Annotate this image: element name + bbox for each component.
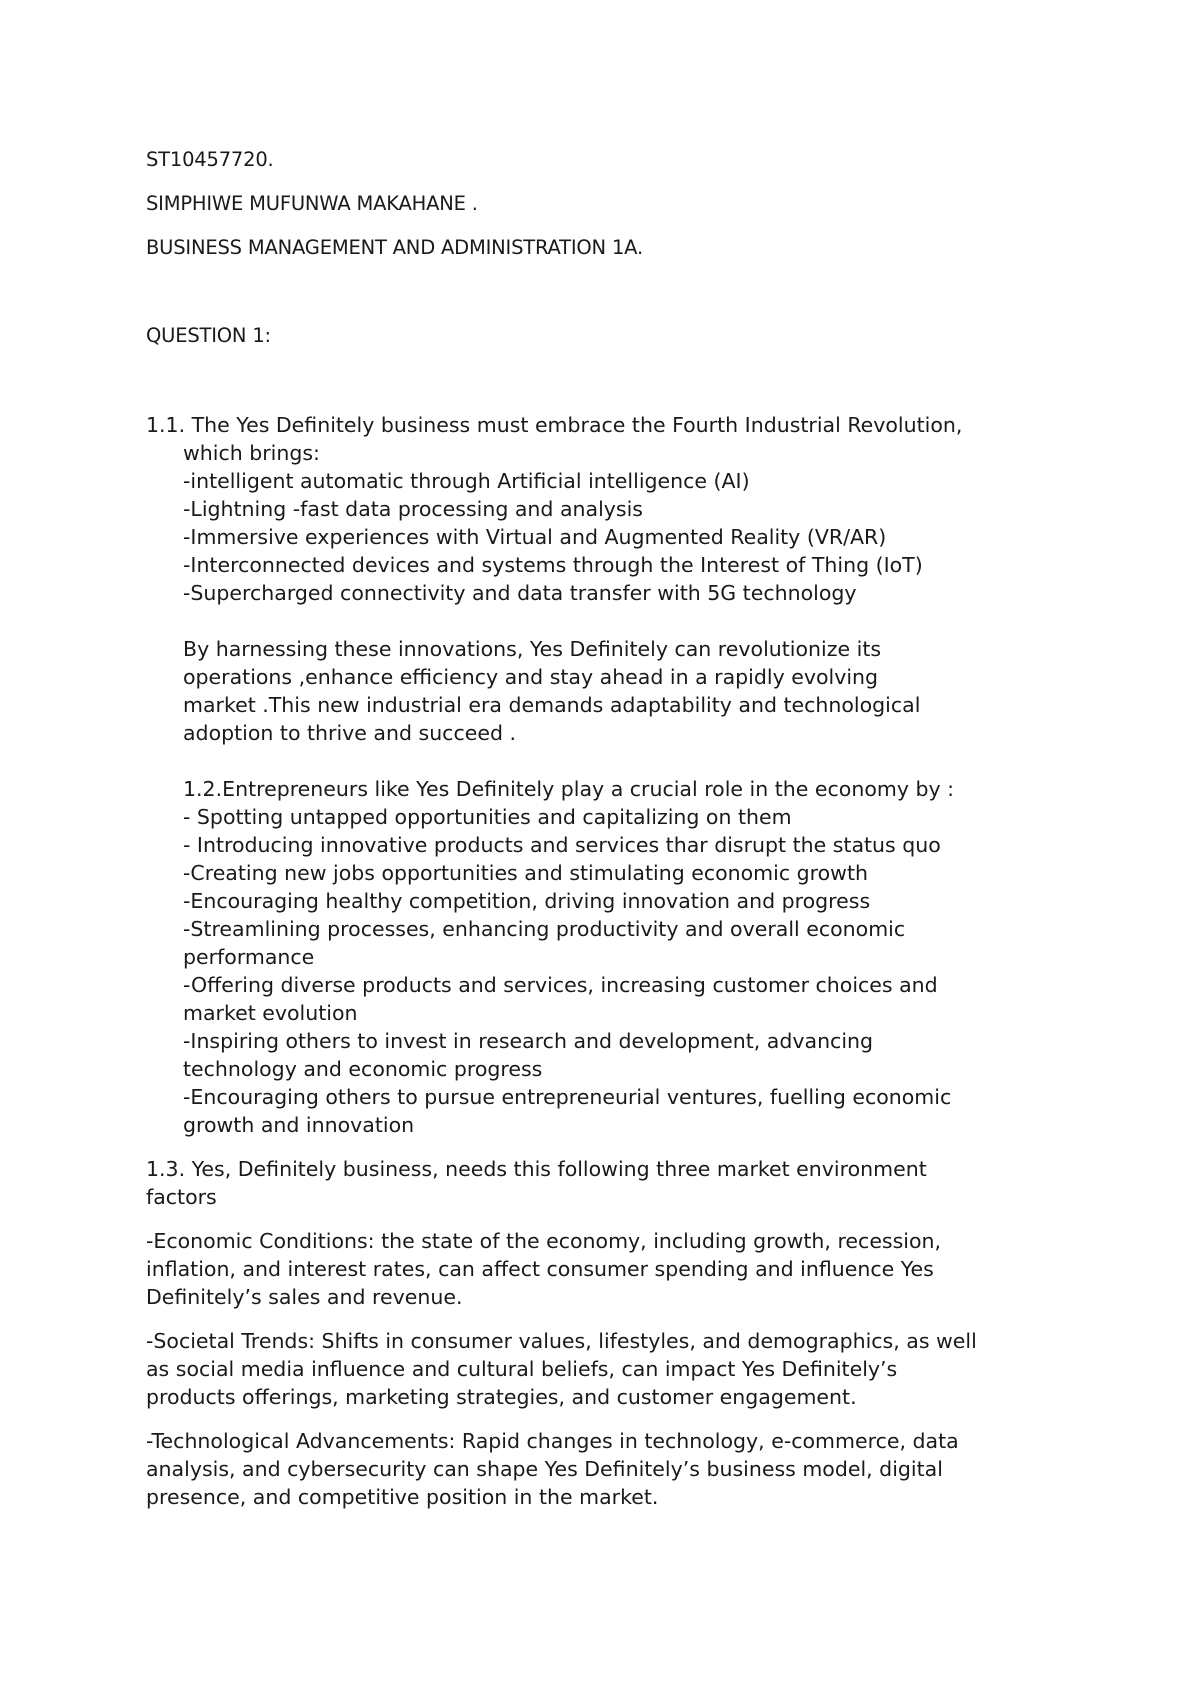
question-heading: QUESTION 1: bbox=[146, 324, 271, 347]
q1-3-societal-line: products offerings, marketing strategies, and customer engagement. bbox=[146, 1385, 857, 1409]
q1-2-line: - Spotting untapped opportunities and capitalizing on them bbox=[183, 805, 792, 829]
q1-2-line: - Introducing innovative products and services thar disrupt the status quo bbox=[183, 833, 941, 857]
q1-3-societal-line: as social media influence and cultural beliefs, can impact Yes Definitely’s bbox=[146, 1357, 898, 1381]
q1-1-intro: 1.1. The Yes Definitely business must embrace the Fourth Industrial Revolution, bbox=[146, 413, 963, 437]
q1-3-economic-line: -Economic Conditions: the state of the economy, including growth, recession, bbox=[146, 1229, 942, 1253]
q1-1-bullet: -Immersive experiences with Virtual and Augmented Reality (VR/AR) bbox=[183, 525, 887, 549]
q1-1-bullet: -Lightning -fast data processing and analysis bbox=[183, 497, 643, 521]
q1-1-bullet: -intelligent automatic through Artificial intelligence (AI) bbox=[183, 469, 750, 493]
q1-3-societal-line: -Societal Trends: Shifts in consumer values, lifestyles, and demographics, as well bbox=[146, 1329, 977, 1353]
q1-3-technological-line: presence, and competitive position in the market. bbox=[146, 1485, 659, 1509]
q1-1-conclusion-line: market .This new industrial era demands adaptability and technological bbox=[183, 693, 921, 717]
q1-2-intro: 1.2.Entrepreneurs like Yes Definitely play a crucial role in the economy by : bbox=[183, 777, 955, 801]
q1-2-line: -Offering diverse products and services, increasing customer choices and bbox=[183, 973, 938, 997]
module-title: BUSINESS MANAGEMENT AND ADMINISTRATION 1A. bbox=[146, 236, 643, 259]
q1-1-conclusion-line: adoption to thrive and succeed . bbox=[183, 721, 516, 745]
q1-2-line: performance bbox=[183, 945, 315, 969]
q1-3-economic-line: Definitely’s sales and revenue. bbox=[146, 1285, 463, 1309]
q1-2-line: market evolution bbox=[183, 1001, 358, 1025]
q1-2-line: -Encouraging healthy competition, driving innovation and progress bbox=[183, 889, 871, 913]
student-id: ST10457720. bbox=[146, 148, 274, 171]
q1-1-conclusion-line: operations ,enhance efficiency and stay ahead in a rapidly evolving bbox=[183, 665, 879, 689]
q1-1-intro-cont: which brings: bbox=[183, 441, 320, 465]
q1-2-line: technology and economic progress bbox=[183, 1057, 543, 1081]
q1-3-economic-line: inflation, and interest rates, can affect consumer spending and influence Yes bbox=[146, 1257, 934, 1281]
q1-2-line: growth and innovation bbox=[183, 1113, 415, 1137]
q1-2-line: -Inspiring others to invest in research and development, advancing bbox=[183, 1029, 874, 1053]
q1-2-line: -Streamlining processes, enhancing productivity and overall economic bbox=[183, 917, 906, 941]
q1-3-technological-line: analysis, and cybersecurity can shape Yes Definitely’s business model, digital bbox=[146, 1457, 943, 1481]
q1-1-bullet: -Interconnected devices and systems through the Interest of Thing (IoT) bbox=[183, 553, 923, 577]
q1-3-technological-line: -Technological Advancements: Rapid changes in technology, e-commerce, data bbox=[146, 1429, 959, 1453]
q1-1-bullet: -Supercharged connectivity and data transfer with 5G technology bbox=[183, 581, 857, 605]
q1-2-line: -Encouraging others to pursue entrepreneurial ventures, fuelling economic bbox=[183, 1085, 952, 1109]
q1-1-conclusion-line: By harnessing these innovations, Yes Definitely can revolutionize its bbox=[183, 637, 882, 661]
q1-3-intro: 1.3. Yes, Definitely business, needs this following three market environment bbox=[146, 1157, 927, 1181]
q1-3-intro-cont: factors bbox=[146, 1185, 217, 1209]
student-name: SIMPHIWE MUFUNWA MAKAHANE . bbox=[146, 192, 478, 215]
q1-2-line: -Creating new jobs opportunities and stimulating economic growth bbox=[183, 861, 868, 885]
